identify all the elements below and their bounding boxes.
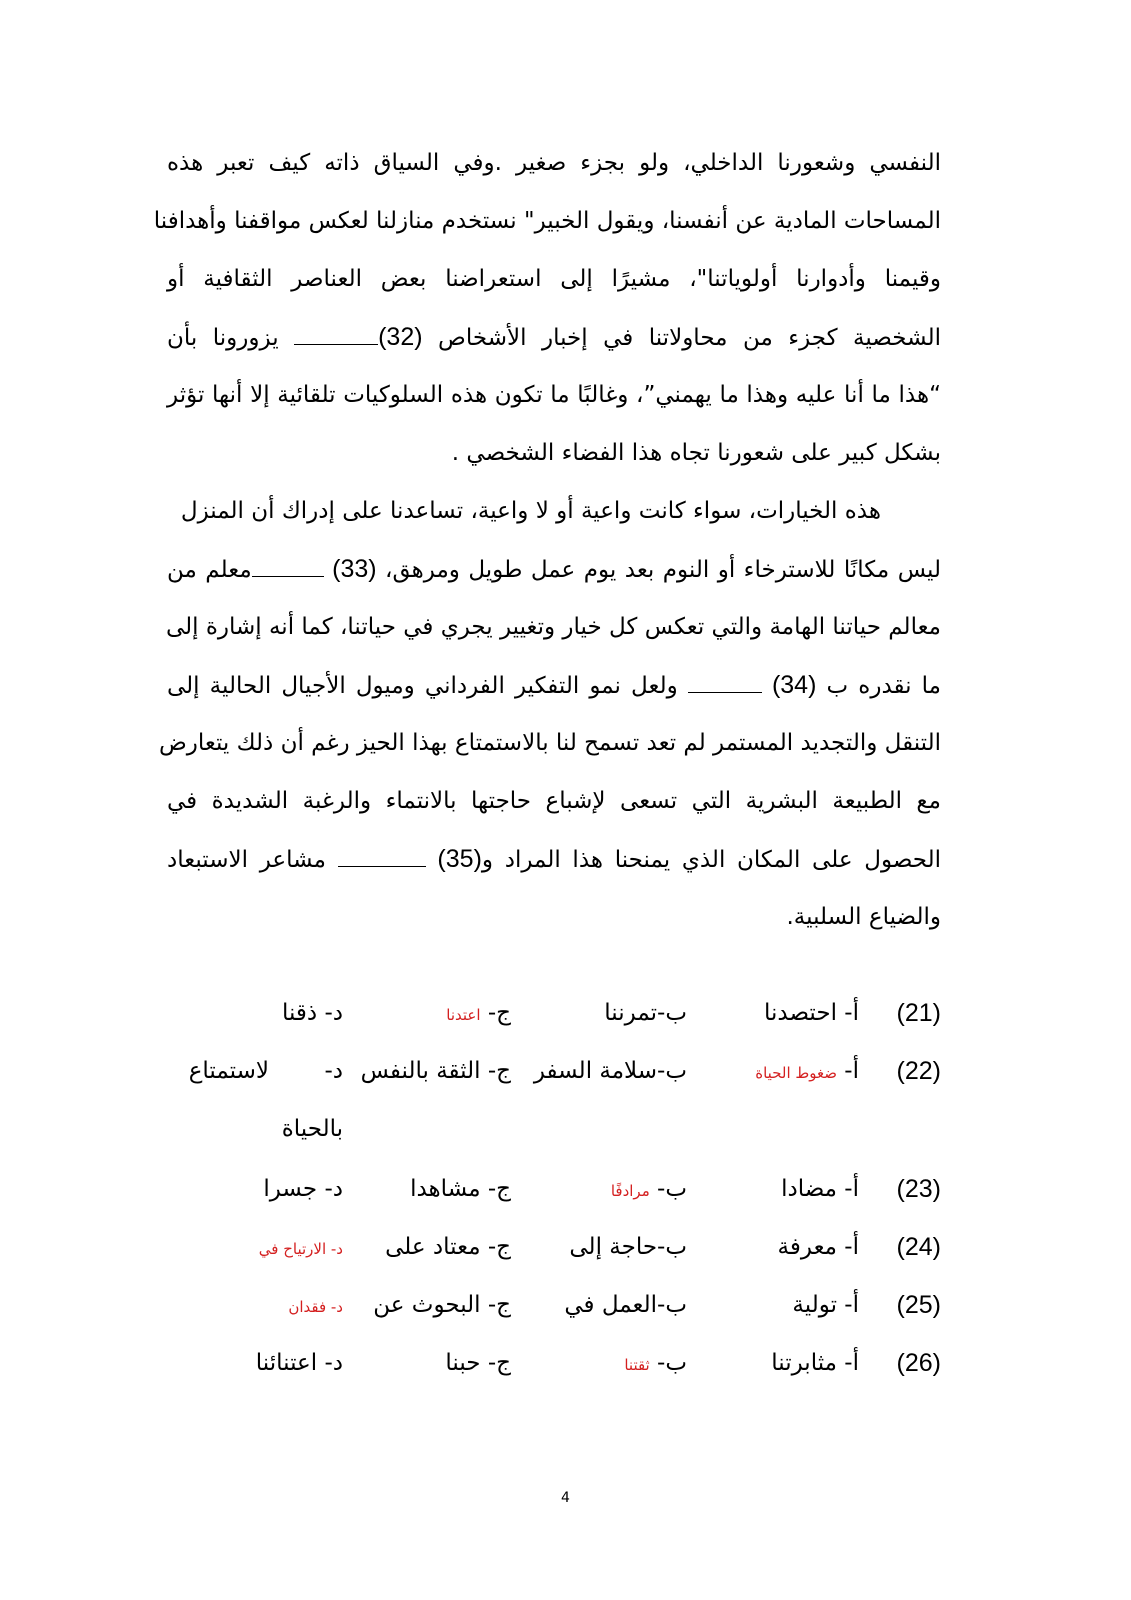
paragraph-line-blank-35 bbox=[167, 844, 941, 875]
paragraph-line: التنقل والتجديد المستمر لم تعد تسمح لنا بالاستمتاع بهذا الحيز رغم أن ذلك يتعارض bbox=[158, 730, 941, 756]
paragraph-line: “هذا ما أنا عليه وهذا ما يهمني”، وغالبًا ما تكون هذه السلوكيات تلقائية إلا أنها تؤثر bbox=[167, 382, 941, 408]
text-before: الحصول على المكان الذي يمنحنا هذا المراد و bbox=[481, 847, 942, 873]
text-after: ولعل نمو التفكير الفرداني وميول الأجيال الحالية إلى bbox=[167, 673, 678, 699]
option-a[interactable]: أ- مضادا bbox=[781, 1176, 859, 1202]
blank-number-35: (35) bbox=[437, 845, 482, 873]
blank-33[interactable] bbox=[252, 554, 324, 577]
option-a[interactable]: أ- تولية bbox=[792, 1292, 859, 1318]
option-d[interactable]: د- اعتنائنا bbox=[255, 1350, 343, 1376]
page-number: 4 bbox=[561, 1490, 570, 1506]
option-c[interactable]: ج- البحوث عن bbox=[373, 1292, 511, 1318]
paragraph-line: والضياع السلبية. bbox=[786, 904, 941, 930]
paragraph-line: المساحات المادية عن أنفسنا، ويقول الخبير" نستخدم منازلنا لعكس مواقفنا وأهدافنا bbox=[153, 208, 941, 234]
option-b[interactable]: ب-حاجة إلى bbox=[569, 1234, 687, 1260]
option-a[interactable]: أ- ضغوط الحياة bbox=[755, 1058, 859, 1084]
blank-number-34: (34) bbox=[771, 671, 817, 699]
text-after: مشاعر الاستبعاد bbox=[167, 847, 326, 873]
option-a[interactable]: أ- معرفة bbox=[777, 1234, 859, 1260]
option-d[interactable]: د- جسرا bbox=[263, 1176, 343, 1202]
paragraph-line-blank-33 bbox=[167, 554, 941, 585]
paragraph-line: وقيمنا وأدوارنا أولوياتنا"، مشيرًا إلى استعراضنا بعض العناصر الثقافية أو bbox=[167, 266, 941, 292]
option-b[interactable]: ب-تمرننا bbox=[604, 1000, 687, 1026]
option-b[interactable]: ب-سلامة السفر bbox=[533, 1058, 687, 1084]
question-row-24 bbox=[0, 1232, 1131, 1268]
option-c[interactable]: ج- مشاهدا bbox=[410, 1176, 511, 1202]
option-c[interactable]: ج- معتاد على bbox=[385, 1234, 511, 1260]
option-c[interactable]: ج- اعتدنا bbox=[446, 1000, 511, 1026]
question-row-25 bbox=[0, 1290, 1131, 1326]
option-d[interactable]: د- فقدان bbox=[288, 1298, 343, 1316]
option-d[interactable]: د- ذقنا bbox=[281, 1000, 343, 1026]
text-before: ما نقدره ب bbox=[826, 673, 942, 699]
option-d-continuation: بالحياة bbox=[281, 1116, 343, 1142]
paragraph-line: مع الطبيعة البشرية التي تسعى لإشباع حاجتها بالانتماء والرغبة الشديدة في bbox=[167, 788, 941, 814]
question-number: (25) bbox=[896, 1291, 941, 1319]
paragraph-line-blank-34 bbox=[167, 670, 941, 701]
option-a[interactable]: أ- مثابرتنا bbox=[771, 1350, 859, 1376]
paragraph-line: بشكل كبير على شعورنا تجاه هذا الفضاء الشخصي . bbox=[451, 440, 941, 466]
question-row-23 bbox=[0, 1174, 1131, 1210]
option-a[interactable]: أ- احتصدنا bbox=[764, 1000, 859, 1026]
question-row-22 bbox=[0, 1056, 1131, 1092]
option-b[interactable]: ب-العمل في bbox=[564, 1292, 687, 1318]
paragraph-line: هذه الخيارات، سواء كانت واعية أو لا واعية، تساعدنا على إدراك أن المنزل bbox=[180, 498, 881, 524]
option-d-prefix: د- bbox=[324, 1058, 343, 1084]
question-number: (21) bbox=[896, 999, 941, 1027]
option-b[interactable]: ب- ثقتنا bbox=[624, 1350, 687, 1376]
text-before: الشخصية كجزء من محاولاتنا في إخبار الأشخاص bbox=[438, 325, 942, 351]
blank-35[interactable] bbox=[338, 844, 426, 867]
text-after: يزورونا بأن bbox=[167, 325, 279, 351]
option-d[interactable]: د- الارتياح في bbox=[258, 1240, 343, 1258]
blank-34[interactable] bbox=[688, 670, 762, 693]
blank-number-33: (33) bbox=[332, 555, 377, 583]
paragraph-line: معالم حياتنا الهامة والتي تعكس كل خيار وتغيير يجري في حياتنا، كما أنه إشارة إلى bbox=[165, 614, 941, 640]
paragraph-line-blank-32 bbox=[167, 322, 941, 353]
question-row-21 bbox=[0, 998, 1131, 1034]
blank-32[interactable] bbox=[294, 322, 378, 345]
question-number: (24) bbox=[896, 1233, 941, 1261]
text-after: معلم من bbox=[167, 557, 252, 583]
question-number: (22) bbox=[896, 1057, 941, 1085]
text-before: ليس مكانًا للاسترخاء أو النوم بعد يوم عمل طويل ومرهق، bbox=[385, 557, 941, 583]
option-b[interactable]: ب- مرادفًا bbox=[610, 1176, 687, 1202]
paragraph-line: النفسي وشعورنا الداخلي، ولو بجزء صغير .وفي السياق ذاته كيف تعبر هذه bbox=[167, 150, 941, 176]
question-number: (26) bbox=[896, 1349, 941, 1377]
option-c[interactable]: ج- حبنا bbox=[445, 1350, 511, 1376]
blank-number-32: (32) bbox=[378, 323, 423, 351]
question-row-26 bbox=[0, 1348, 1131, 1384]
option-c[interactable]: ج- الثقة بالنفس bbox=[360, 1058, 511, 1084]
option-d[interactable]: لاستمتاع bbox=[188, 1058, 269, 1084]
question-number: (23) bbox=[896, 1175, 941, 1203]
